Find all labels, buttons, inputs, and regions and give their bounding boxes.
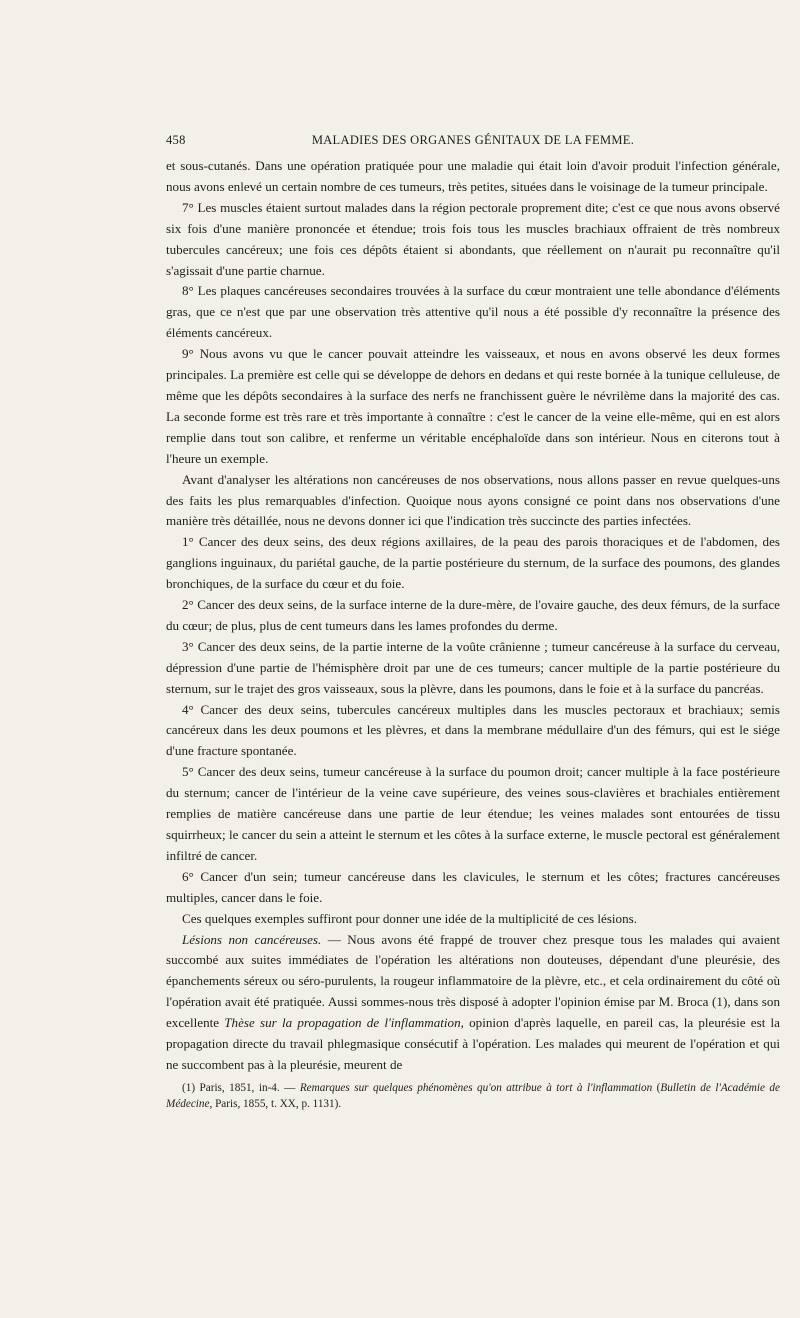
running-title: MALADIES DES ORGANES GÉNITAUX DE LA FEMME. (311, 133, 635, 147)
paragraph: 2° Cancer des deux seins, de la surface interne de la dure-mère, de l'ovaire gauche, des deux fémurs, de la surface du cœur; de plus, plus de cent tumeurs dans les lames profondes du derme. (166, 597, 780, 633)
paragraph: 3° Cancer des deux seins, de la partie interne de la voûte crânienne ; tumeur cancéreuse à la surface du cerveau, dépression d'une partie de l'hémisphère droit par une de ces tumeurs; cancer multiple de la partie postérieure du sternum, sur le trajet des gros vaisseaux, sous la plèvre, dans les poumons, dans le foie et à la surface du pancréas. (166, 638, 780, 696)
section-heading: Lésions non cancéreuses. (182, 931, 322, 947)
cited-work-title: Thèse sur la propagation de l'inflammation (224, 1015, 461, 1031)
footnote-journal: Bulletin de l'Académie de Médecine (166, 1081, 780, 1110)
paragraph: 8° Les plaques cancéreuses secondaires trouvées à la surface du cœur montraient une telle abondance d'éléments gras, que ce n'est que par une observation très attentive qu'il nous a été possible d'y reconnaître la présence des éléments cancéreux. (166, 283, 780, 341)
lesions-text-continued: , opinion d'après laquelle, en pareil cas, la pleurésie est la propagation directe du travail phlegmasique consécutif à l'opération. Les malades qui meurent de l'opération et qui ne succombent pas à la pleurésie, meurent de (166, 1015, 780, 1072)
paragraph: Ces quelques exemples suffiront pour donner une idée de la multiplicité de ces lésions. (182, 910, 638, 926)
paragraph: 6° Cancer d'un sein; tumeur cancéreuse dans les clavicules, le sternum et les côtes; fractures cancéreuses multiples, cancer dans le foie. (166, 868, 780, 905)
paragraph: 1° Cancer des deux seins, des deux régions axillaires, de la peau des parois thoraciques et de l'abdomen, des ganglions inguinaux, du pariétal gauche, de la partie postérieure du sternum, de la surface des poumons, des glandes bronchiques, de la surface du cœur et du foie. (166, 534, 780, 592)
footnote-mid: ( (652, 1081, 661, 1094)
footnote-title: Remarques sur quelques phénomènes qu'on attribue à tort à l'inflammation (299, 1081, 653, 1094)
footnote-lead: (1) Paris, 1851, in-4. — (182, 1081, 300, 1094)
lesions-text: — Nous avons été frappé de trouver chez presque tous les malades qui avaient succombé aux suites immédiates de l'opération les altérations non douteuses, dépendant d'une pleurésie, des épanchements séreux ou séro-purulents, la rougeur inflammatoire de la plèvre, etc., et cela ordinairement du côté où l'opération avait été pratiquée. Aussi sommes-nous très disposé à adopter l'opinion émise par M. Broca (1), dans son excellente (166, 931, 780, 1031)
footnote (166, 1080, 780, 1112)
paragraph: 9° Nous avons vu que le cancer pouvait atteindre les vaisseaux, et nous en avons observé les deux formes principales. La première est celle qui se développe de dehors en dedans et qui reste bornée à la tunique celluleuse, de même que les dépôts secondaires à la surface des nerfs ne franchissent guère le névrilème dans la majorité des cas. La seconde forme est très rare et très importante à connaître : c'est le cancer de la veine elle-même, qui en est alors remplie dans tout son calibre, et renferme un véritable encéphaloïde dans son intérieur. Nous en citerons tout à l'heure un exemple. (166, 346, 780, 466)
page-number: 458 (166, 133, 186, 147)
paragraph: Avant d'analyser les altérations non cancéreuses de nos observations, nous allons passer en revue quelques-uns des faits les plus remarquables d'infection. Quoique nous ayons consigné ce point dans nos observations d'une manière très détaillée, nous ne devons donner ici que l'indication très succincte des parties infectées. (166, 471, 780, 529)
paragraph: 5° Cancer des deux seins, tumeur cancéreuse à la surface du poumon droit; cancer multiple à la face postérieure du sternum; cancer de l'intérieur de la veine cave supérieure, des veines sous-clavières et brachiales entièrement remplies de matière cancéreuse dans une partie de leur étendue; les veines malades sont entourées de tissu squirrheux; le cancer du sein a atteint le sternum et les côtes à la surface externe, le muscle pectoral est généralement infiltré de cancer. (166, 764, 780, 863)
paragraph: 4° Cancer des deux seins, tubercules cancéreux multiples dans les muscles pectoraux et brachiaux; semis cancéreux dans les deux poumons et les plèvres, et dans la membrane médullaire d'un des fémurs, qui est le siége d'une fracture spontanée. (166, 701, 780, 759)
footnote-tail: , Paris, 1855, t. XX, p. 1131). (209, 1097, 342, 1110)
running-head (166, 127, 780, 149)
lesions-paragraph (166, 930, 780, 1076)
paragraph: 7° Les muscles étaient surtout malades dans la région pectorale proprement dite; c'est ce que nous avons observé six fois d'une manière prononcée et étendue; trois fois tous les muscles brachiaux offraient de très nombreux tubercules cancéreux; une fois ces dépôts étaient si abondants, que réellement on n'aurait pu reconnaître qu'il s'agissait d'une partie charnue. (166, 199, 780, 278)
body-text (166, 156, 780, 1076)
paragraph: et sous-cutanés. Dans une opération pratiquée pour une maladie qui était loin d'avoir produit l'infection générale, nous avons enlevé un certain nombre de ces tumeurs, très petites, situées dans le voisinage de la tumeur principale. (166, 158, 780, 194)
page (166, 127, 780, 1112)
